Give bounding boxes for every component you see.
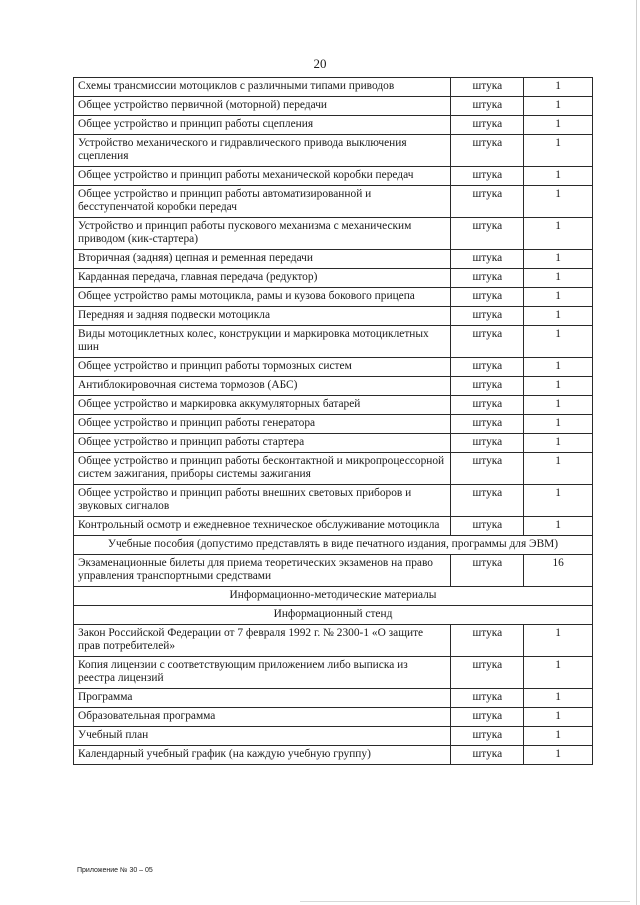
- table-body: [74, 78, 593, 765]
- item-name-cell: Общее устройство и принцип работы механической коробки передач: [74, 167, 451, 186]
- item-unit-cell: штука: [451, 135, 524, 167]
- item-qty-cell: 1: [524, 135, 593, 167]
- item-unit-cell: штука: [451, 250, 524, 269]
- table-row: [74, 625, 593, 657]
- item-name-cell: Общее устройство и принцип работы сцепления: [74, 116, 451, 135]
- item-name-cell: Общее устройство и принцип работы тормозных систем: [74, 358, 451, 377]
- item-unit-cell: штука: [451, 78, 524, 97]
- item-unit-cell: штука: [451, 689, 524, 708]
- item-unit-cell: штука: [451, 746, 524, 765]
- section-row: [74, 606, 593, 625]
- item-name-cell: Образовательная программа: [74, 708, 451, 727]
- section-title: Информационно-методические материалы: [74, 587, 593, 606]
- item-qty-cell: 1: [524, 517, 593, 536]
- item-unit-cell: штука: [451, 453, 524, 485]
- item-name-cell: Общее устройство и маркировка аккумуляторных батарей: [74, 396, 451, 415]
- item-name-cell: Антиблокировочная система тормозов (АБС): [74, 377, 451, 396]
- item-name-cell: Программа: [74, 689, 451, 708]
- table-row: [74, 326, 593, 358]
- item-name-cell: Вторичная (задняя) цепная и ременная передачи: [74, 250, 451, 269]
- section-row: [74, 587, 593, 606]
- item-unit-cell: штука: [451, 307, 524, 326]
- item-name-cell: Общее устройство и принцип работы внешних световых приборов и звуковых сигналов: [74, 485, 451, 517]
- item-unit-cell: штука: [451, 326, 524, 358]
- item-unit-cell: штука: [451, 377, 524, 396]
- item-unit-cell: штука: [451, 555, 524, 587]
- table-row: [74, 434, 593, 453]
- item-unit-cell: штука: [451, 396, 524, 415]
- table-row: [74, 269, 593, 288]
- item-qty-cell: 1: [524, 307, 593, 326]
- item-unit-cell: штука: [451, 434, 524, 453]
- item-name-cell: Экзаменационные билеты для приема теоретических экзаменов на право управления транспортными средствами: [74, 555, 451, 587]
- item-name-cell: Общее устройство и принцип работы бесконтактной и микропроцессорной систем зажигания, приборы системы зажигания: [74, 453, 451, 485]
- item-name-cell: Общее устройство рамы мотоцикла, рамы и кузова бокового прицепа: [74, 288, 451, 307]
- table-row: [74, 517, 593, 536]
- item-unit-cell: штука: [451, 97, 524, 116]
- table-row: [74, 453, 593, 485]
- page-number: 20: [313, 56, 327, 71]
- table-row: [74, 116, 593, 135]
- section-title: Учебные пособия (допустимо представлять в виде печатного издания, программы для ЭВМ): [74, 536, 593, 555]
- item-unit-cell: штука: [451, 116, 524, 135]
- item-unit-cell: штука: [451, 727, 524, 746]
- table-row: [74, 218, 593, 250]
- item-qty-cell: 1: [524, 453, 593, 485]
- footer-note: Приложение № 30 – 05: [77, 867, 153, 874]
- equipment-table: [73, 77, 593, 765]
- item-qty-cell: 1: [524, 485, 593, 517]
- item-name-cell: Общее устройство и принцип работы генератора: [74, 415, 451, 434]
- table-row: [74, 727, 593, 746]
- item-unit-cell: штука: [451, 218, 524, 250]
- item-unit-cell: штука: [451, 657, 524, 689]
- item-name-cell: Карданная передача, главная передача (редуктор): [74, 269, 451, 288]
- item-name-cell: Устройство механического и гидравлического привода выключения сцепления: [74, 135, 451, 167]
- item-qty-cell: 1: [524, 116, 593, 135]
- table-row: [74, 307, 593, 326]
- item-unit-cell: штука: [451, 358, 524, 377]
- section-row: [74, 536, 593, 555]
- item-qty-cell: 1: [524, 625, 593, 657]
- table-row: [74, 186, 593, 218]
- item-unit-cell: штука: [451, 415, 524, 434]
- item-qty-cell: 1: [524, 746, 593, 765]
- table-row: [74, 135, 593, 167]
- table-row: [74, 167, 593, 186]
- section-title: Информационный стенд: [74, 606, 593, 625]
- item-qty-cell: 1: [524, 269, 593, 288]
- item-qty-cell: 1: [524, 250, 593, 269]
- item-qty-cell: 1: [524, 218, 593, 250]
- table-row: [74, 396, 593, 415]
- item-name-cell: Передняя и задняя подвески мотоцикла: [74, 307, 451, 326]
- table-row: [74, 485, 593, 517]
- item-name-cell: Общее устройство и принцип работы автоматизированной и бесступенчатой коробки передач: [74, 186, 451, 218]
- item-unit-cell: штука: [451, 186, 524, 218]
- item-qty-cell: 1: [524, 434, 593, 453]
- table-row: [74, 377, 593, 396]
- item-name-cell: Виды мотоциклетных колес, конструкции и маркировка мотоциклетных шин: [74, 326, 451, 358]
- item-unit-cell: штука: [451, 517, 524, 536]
- table-row: [74, 288, 593, 307]
- item-qty-cell: 1: [524, 78, 593, 97]
- table-row: [74, 708, 593, 727]
- item-name-cell: Устройство и принцип работы пускового механизма с механическим приводом (кик-стартера): [74, 218, 451, 250]
- item-name-cell: Календарный учебный график (на каждую учебную группу): [74, 746, 451, 765]
- item-name-cell: Контрольный осмотр и ежедневное техническое обслуживание мотоцикла: [74, 517, 451, 536]
- item-qty-cell: 1: [524, 377, 593, 396]
- item-qty-cell: 1: [524, 396, 593, 415]
- item-qty-cell: 1: [524, 727, 593, 746]
- item-qty-cell: 1: [524, 186, 593, 218]
- item-qty-cell: 1: [524, 657, 593, 689]
- table-row: [74, 746, 593, 765]
- item-name-cell: Схемы трансмиссии мотоциклов с различными типами приводов: [74, 78, 451, 97]
- item-unit-cell: штука: [451, 167, 524, 186]
- item-qty-cell: 1: [524, 97, 593, 116]
- item-qty-cell: 1: [524, 708, 593, 727]
- item-unit-cell: штука: [451, 625, 524, 657]
- item-name-cell: Копия лицензии с соответствующим приложением либо выписка из реестра лицензий: [74, 657, 451, 689]
- table-row: [74, 555, 593, 587]
- item-qty-cell: 1: [524, 167, 593, 186]
- table-row: [74, 97, 593, 116]
- item-qty-cell: 1: [524, 689, 593, 708]
- scan-edge: [636, 0, 637, 905]
- table-row: [74, 78, 593, 97]
- item-qty-cell: 1: [524, 415, 593, 434]
- item-qty-cell: 1: [524, 358, 593, 377]
- scan-edge-bottom: [300, 901, 630, 902]
- table-row: [74, 415, 593, 434]
- table-row: [74, 657, 593, 689]
- item-qty-cell: 1: [524, 326, 593, 358]
- item-qty-cell: 1: [524, 288, 593, 307]
- item-unit-cell: штука: [451, 708, 524, 727]
- item-name-cell: Закон Российской Федерации от 7 февраля 1992 г. № 2300-1 «О защите прав потребителей»: [74, 625, 451, 657]
- item-name-cell: Общее устройство и принцип работы стартера: [74, 434, 451, 453]
- item-unit-cell: штука: [451, 485, 524, 517]
- item-qty-cell: 16: [524, 555, 593, 587]
- item-unit-cell: штука: [451, 288, 524, 307]
- table-row: [74, 358, 593, 377]
- item-unit-cell: штука: [451, 269, 524, 288]
- item-name-cell: Общее устройство первичной (моторной) передачи: [74, 97, 451, 116]
- item-name-cell: Учебный план: [74, 727, 451, 746]
- table-row: [74, 689, 593, 708]
- table-row: [74, 250, 593, 269]
